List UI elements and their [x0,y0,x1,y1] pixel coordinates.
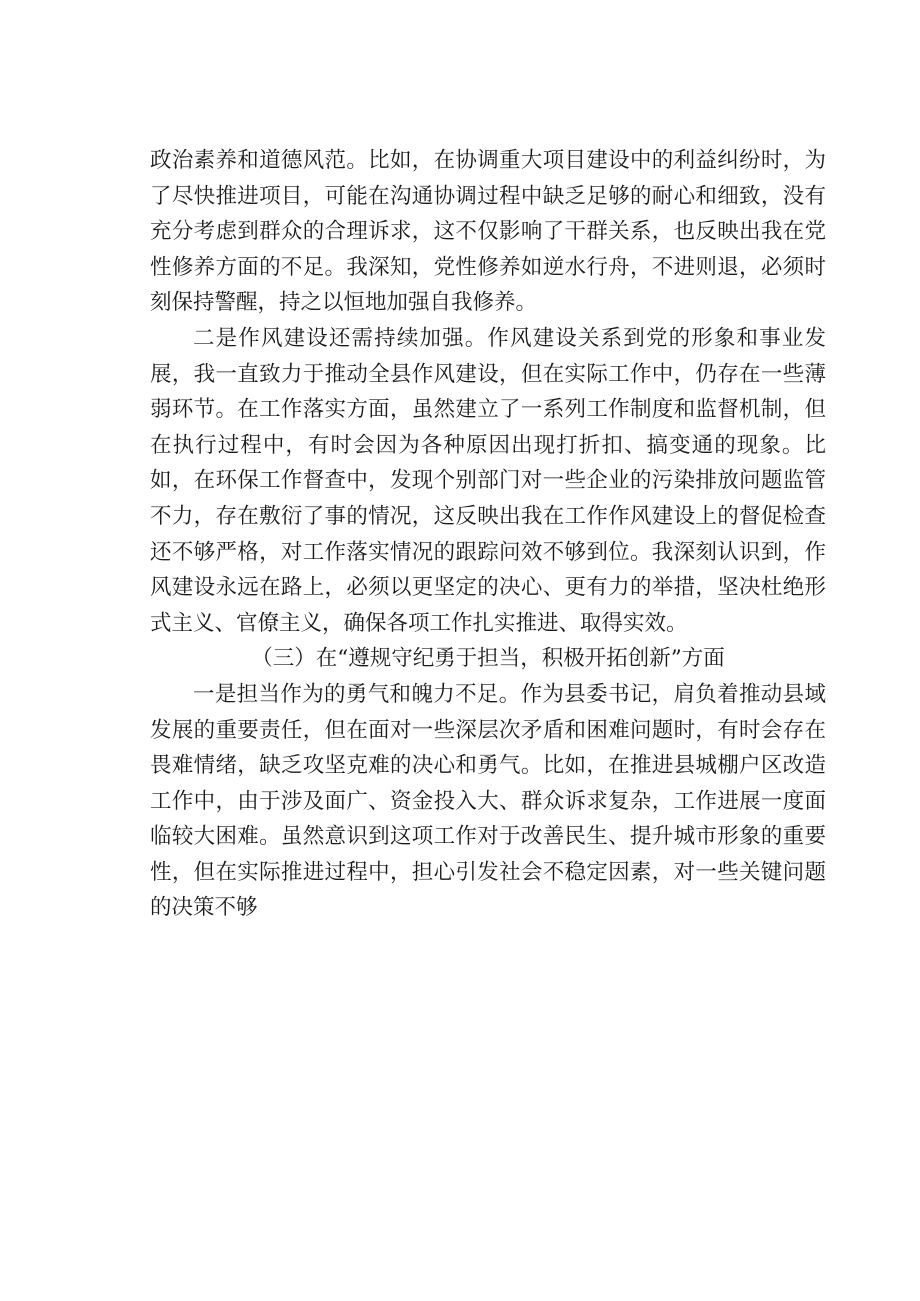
paragraph-responsibility: 一是担当作为的勇气和魄力不足。作为县委书记，肩负着推动县域发展的重要责任，但在面对一些深层次矛盾和困难问题时，有时会存在畏难情绪，缺乏攻坚克难的决心和勇气。比如，在推进县城棚户区改造工作中，由于涉及面广、资金投入大、群众诉求复杂，工作进展一度面临较大困难。虽然意识到这项工作对于改善民生、提升城市形象的重要性，但在实际推进过程中，担心引发社会不稳定因素，对一些关键问题的决策不够 [150,681,826,921]
section-heading-three: （三）在“遵规守纪勇于担当，积极开拓创新”方面 [251,646,725,672]
paragraph-work-style: 二是作风建设还需持续加强。作风建设关系到党的形象和事业发展，我一直致力于推动全县作风建设，但在实际工作中，仍存在一些薄弱环节。在工作落实方面，虽然建立了一系列工作制度和监督机制，但在执行过程中，有时会因为各种原因出现打折扣、搞变通的现象。比如，在环保工作督查中，发现个别部门对一些企业的污染排放问题监管不力，存在敷衍了事的情况，这反映出我在工作作风建设上的督促检查还不够严格，对工作落实情况的跟踪问效不够到位。我深刻认识到，作风建设永远在路上，必须以更坚定的决心、更有力的举措，坚决杜绝形式主义、官僚主义，确保各项工作扎实推进、取得实效。 [150,325,826,636]
paragraph-political-literacy: 政治素养和道德风范。比如，在协调重大项目建设中的利益纠纷时，为了尽快推进项目，可能在沟通协调过程中缺乏足够的耐心和细致，没有充分考虑到群众的合理诉求，这不仅影响了干群关系，也反映出我在党性修养方面的不足。我深知，党性修养如逆水行舟，不进则退，必须时刻保持警醒，持之以恒地加强自我修养。 [150,148,826,316]
document-body [150,143,826,926]
